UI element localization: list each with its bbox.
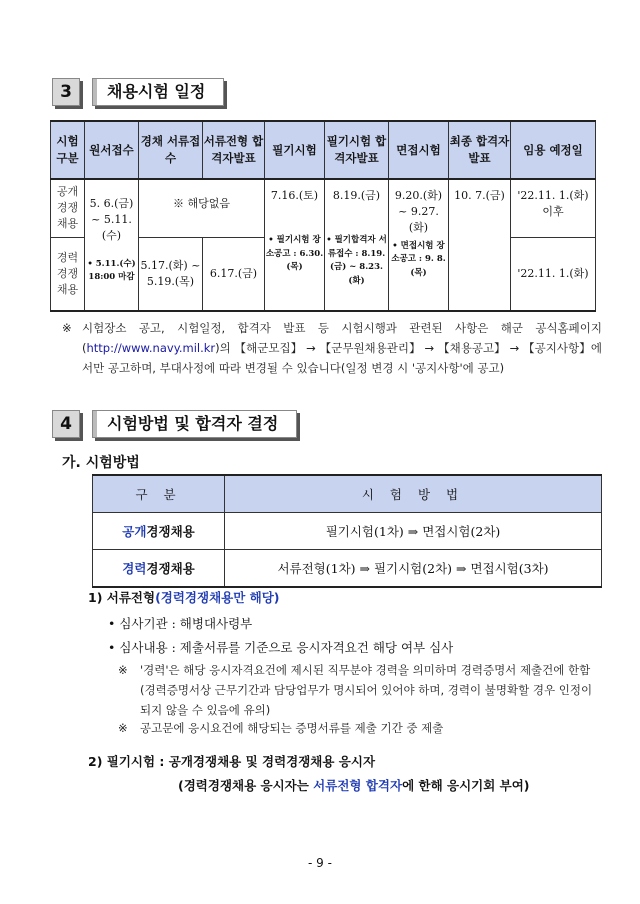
apply-deadline-note: • 5.11.(수) 18:00 마감 (87, 258, 136, 283)
bullet-agency: • 심사기관 : 해병대사령부 (108, 616, 253, 631)
page-number: - 9 - (308, 856, 332, 870)
header-cell: 필기시험 (265, 121, 325, 179)
written-pass-cell (325, 179, 389, 311)
header-cell: 시험 구분 (51, 121, 85, 179)
written-pass-date: 8.19.(금) (332, 189, 381, 202)
section-number: 4 (52, 410, 80, 438)
header-cell: 원서접수 (85, 121, 139, 179)
interview-period: 9.20.(화) ~ 9.27.(화) (394, 189, 443, 234)
final-cell: 10. 7.(금) (449, 179, 511, 311)
step-1-heading: 1) 서류전형(경력경쟁채용만 해당) (88, 590, 280, 605)
header-cell: 서류전형 합격자발표 (203, 121, 265, 179)
header-cell: 면접시험 (389, 121, 449, 179)
appoint-gong: '22.11. 1.(화) 이후 (511, 179, 596, 237)
interview-note: • 면접시험 장소공고 : 9. 8.(목) (391, 240, 446, 278)
row-label-gong: 공개 경쟁 채용 (51, 179, 85, 237)
header-cell: 최종 합격자발표 (449, 121, 511, 179)
interview-cell (389, 179, 449, 311)
method-label-gyeong: 경력경쟁채용 (93, 550, 225, 588)
row-label-gyeong: 경력 경쟁 채용 (51, 237, 85, 311)
step-2-subline: (경력경쟁채용 응시자는 서류전형 합격자에 한해 응시기회 부여) (178, 778, 530, 793)
bullet-content: • 심사내용 : 제출서류를 기준으로 응시자격요건 해당 여부 심사 (108, 640, 454, 655)
gong-none-cell: ※ 해당없음 (139, 179, 265, 237)
step-2-heading: 2) 필기시험 : 공개경쟁채용 및 경력경쟁채용 응시자 (88, 754, 376, 769)
subsection-title: 가. 시험방법 (62, 455, 140, 471)
method-row-gyeong (93, 550, 602, 588)
career-note: ※ '경력'은 해당 응시자격요건에 제시된 직무분야 경력을 의미하며 경력증명서 제출건에 한함(경력증명서상 근무기간과 담당업무가 명시되어 있어야 하며, 경력이 불명확할 경우 인정이 되지 않을 수 있음에 유의) (118, 663, 593, 717)
written-note: • 필기시험 장소공고 : 6.30.(목) (265, 234, 324, 273)
method-header-row (93, 475, 602, 513)
appoint-gyeong: '22.11. 1.(화) (511, 237, 596, 311)
apply-cell (85, 179, 139, 311)
method-label-gong: 공개경쟁채용 (93, 513, 225, 550)
method-value-gyeong: 서류전형(1차) ⇒ 필기시험(2차) ⇒ 면접시험(3차) (225, 550, 602, 588)
written-date: 7.16.(토) (270, 189, 319, 202)
written-cell (265, 179, 325, 311)
section-number: 3 (52, 78, 80, 106)
method-row-gong (93, 513, 602, 550)
method-value-gong: 필기시험(1차) ⇒ 면접시험(2차) (225, 513, 602, 550)
apply-period: 5. 6.(금) ~ 5.11.(수) (89, 197, 134, 242)
note-mark: ※ (62, 321, 72, 335)
section-title: 시험방법 및 합격자 결정 (92, 410, 297, 438)
document-note: ※ 공고문에 응시요건에 해당되는 증명서류를 제출 기간 중 제출 (118, 721, 444, 735)
note-text-after: )의 【해군모집】 → 【군무원채용관리】 → 【채용공고】 → 【공지사항】에서만 공고하며, 부대사정에 따라 변경될 수 있습니다(일정 변경 시 '공지사항'에 공고) (82, 341, 602, 375)
doc-recv-cell: 5.17.(화) ~ 5.19.(목) (139, 237, 203, 311)
schedule-note (62, 318, 602, 378)
section-title: 채용시험 일정 (92, 78, 224, 106)
doc-pass-cell: 6.17.(금) (203, 237, 265, 311)
schedule-header-row (51, 121, 596, 179)
header-cell: 임용 예정일 (511, 121, 596, 179)
homepage-link[interactable]: http://www.navy.mil.kr (86, 341, 216, 355)
schedule-table (50, 120, 596, 312)
written-pass-note: • 필기합격자 서류접수 : 8.19.(금) ~ 8.23.(화) (326, 234, 387, 286)
schedule-row-gong (51, 179, 596, 237)
method-table (92, 474, 602, 588)
header-cell: 필기시험 합격자발표 (325, 121, 389, 179)
method-header-col2: 시 험 방 법 (225, 475, 602, 513)
note-text-before: 시험장소 공고, 시험일정, 합격자 발표 등 시험시행과 관련된 사항은 해군 공식홈페이지( (82, 321, 602, 355)
header-cell: 경채 서류접수 (139, 121, 203, 179)
method-header-col1: 구 분 (93, 475, 225, 513)
